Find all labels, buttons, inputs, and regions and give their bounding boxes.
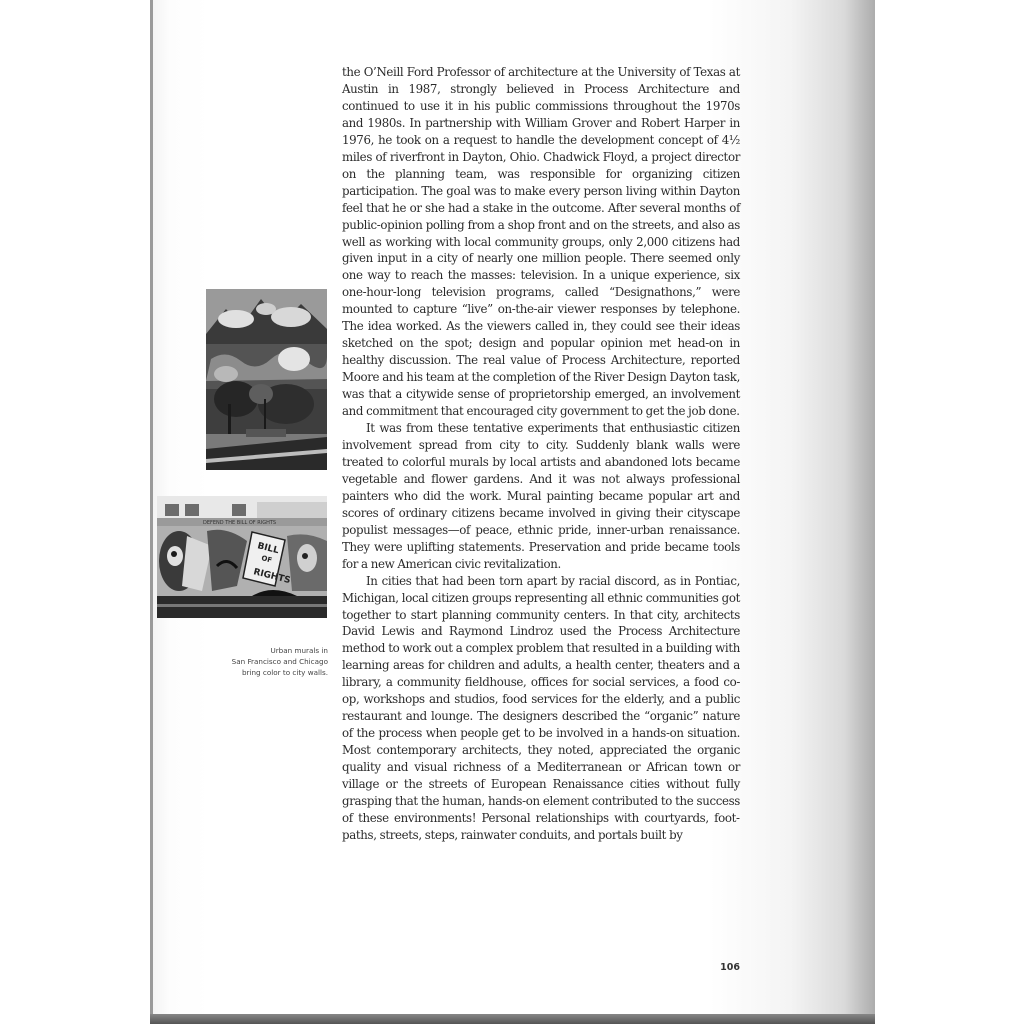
mural-sign-bill: BILL — [256, 541, 280, 557]
page-gutter-shadow — [845, 0, 875, 1024]
caption-line-1: Urban murals in — [270, 646, 328, 655]
page-number: 106 — [720, 962, 740, 973]
photo-caption — [218, 645, 328, 678]
paragraph-3: In cities that had been torn apart by racial discord, as in Pontiac, Michigan, local citizen groups representing all ethnic communities got together to start planning community centers. In that city, architects David Lewis and Raymond Lindroz used the Process Architecture method to work out a complex problem that resulted in a building with learning areas for children and adults, a health center, theaters and a library, a community fieldhouse, offices for social services, a food co-op, workshops and studios, food services for the elderly, and a public restaurant and lounge. The designers described the “organic” nature of the process when people get to be involved in a hands-on situation. Most contemporary architects, they noted, appreciated the organic quality and visual richness of a Mediterranean or African town or village or the streets of European Renaissance cities without fully grasping that the human, hands-on element contributed to the success of these environments! Personal relationships with courtyards, footpaths, streets, steps, rainwater conduits, and portals built by — [342, 573, 740, 842]
page-left-edge — [150, 0, 153, 1024]
body-text-column — [342, 64, 740, 844]
page-bottom-edge — [150, 1014, 875, 1024]
mural-photo-san-francisco — [206, 289, 327, 470]
mural-photo-chicago-image — [157, 496, 327, 618]
paragraph-2: It was from these tentative experiments that enthusiastic citizen involvement spread from city to city. Suddenly blank walls were treated to colorful murals by local artists and abandoned lots became vegetable and flower gardens. And it was not always professional painters who did the work. Mural painting became popular art and scores of ordinary citizens became involved in giving their cityscape populist messages—of peace, ethnic pride, inner-urban renaissance. They were uplifting statements. Preservation and pride became tools for a new American civic revitalization. — [342, 421, 740, 571]
mural-sign-of: OF — [260, 554, 273, 565]
mural-photo-san-francisco-image — [206, 289, 327, 470]
caption-line-2: San Francisco and Chicago — [231, 657, 328, 666]
caption-line-3: bring color to city walls. — [241, 668, 328, 677]
mural-photo-chicago — [157, 496, 327, 618]
paragraph-1: the O’Neill Ford Professor of architecture at the University of Texas at Austin in 1987, strongly believed in Process Architecture and continued to use it in his public commissions throughout the 1970s and 1980s. In partnership with William Grover and Robert Harper in 1976, he took on a request to handle the development concept of 4½ miles of riverfront in Dayton, Ohio. Chadwick Floyd, a project director on the planning team, was responsible for organizing citizen participation. The goal was to make every person living within Dayton feel that he or she had a stake in the outcome. After several months of public-opinion polling from a shop front and on the streets, and also as well as working with local community groups, only 2,000 citizens had given input in a city of nearly one million people. There seemed only one way to reach the masses: television. In a unique experience, six one-hour-long television programs, called “Designathons,” were mounted to capture “live” on-the-air viewer responses by telephone. The idea worked. As the viewers called in, they could see their ideas sketched on the spot; design and popular opinion met head-on in healthy discussion. The real value of Process Architecture, reported Moore and his team at the completion of the River Design Dayton task, was that a citywide sense of proprietorship emerged, an involvement and commitment that encouraged city government to get the job done. — [342, 65, 740, 419]
mural-wall-banner: DEFEND THE BILL OF RIGHTS — [203, 520, 277, 526]
mural-sign-rights: RIGHTS — [252, 567, 292, 587]
